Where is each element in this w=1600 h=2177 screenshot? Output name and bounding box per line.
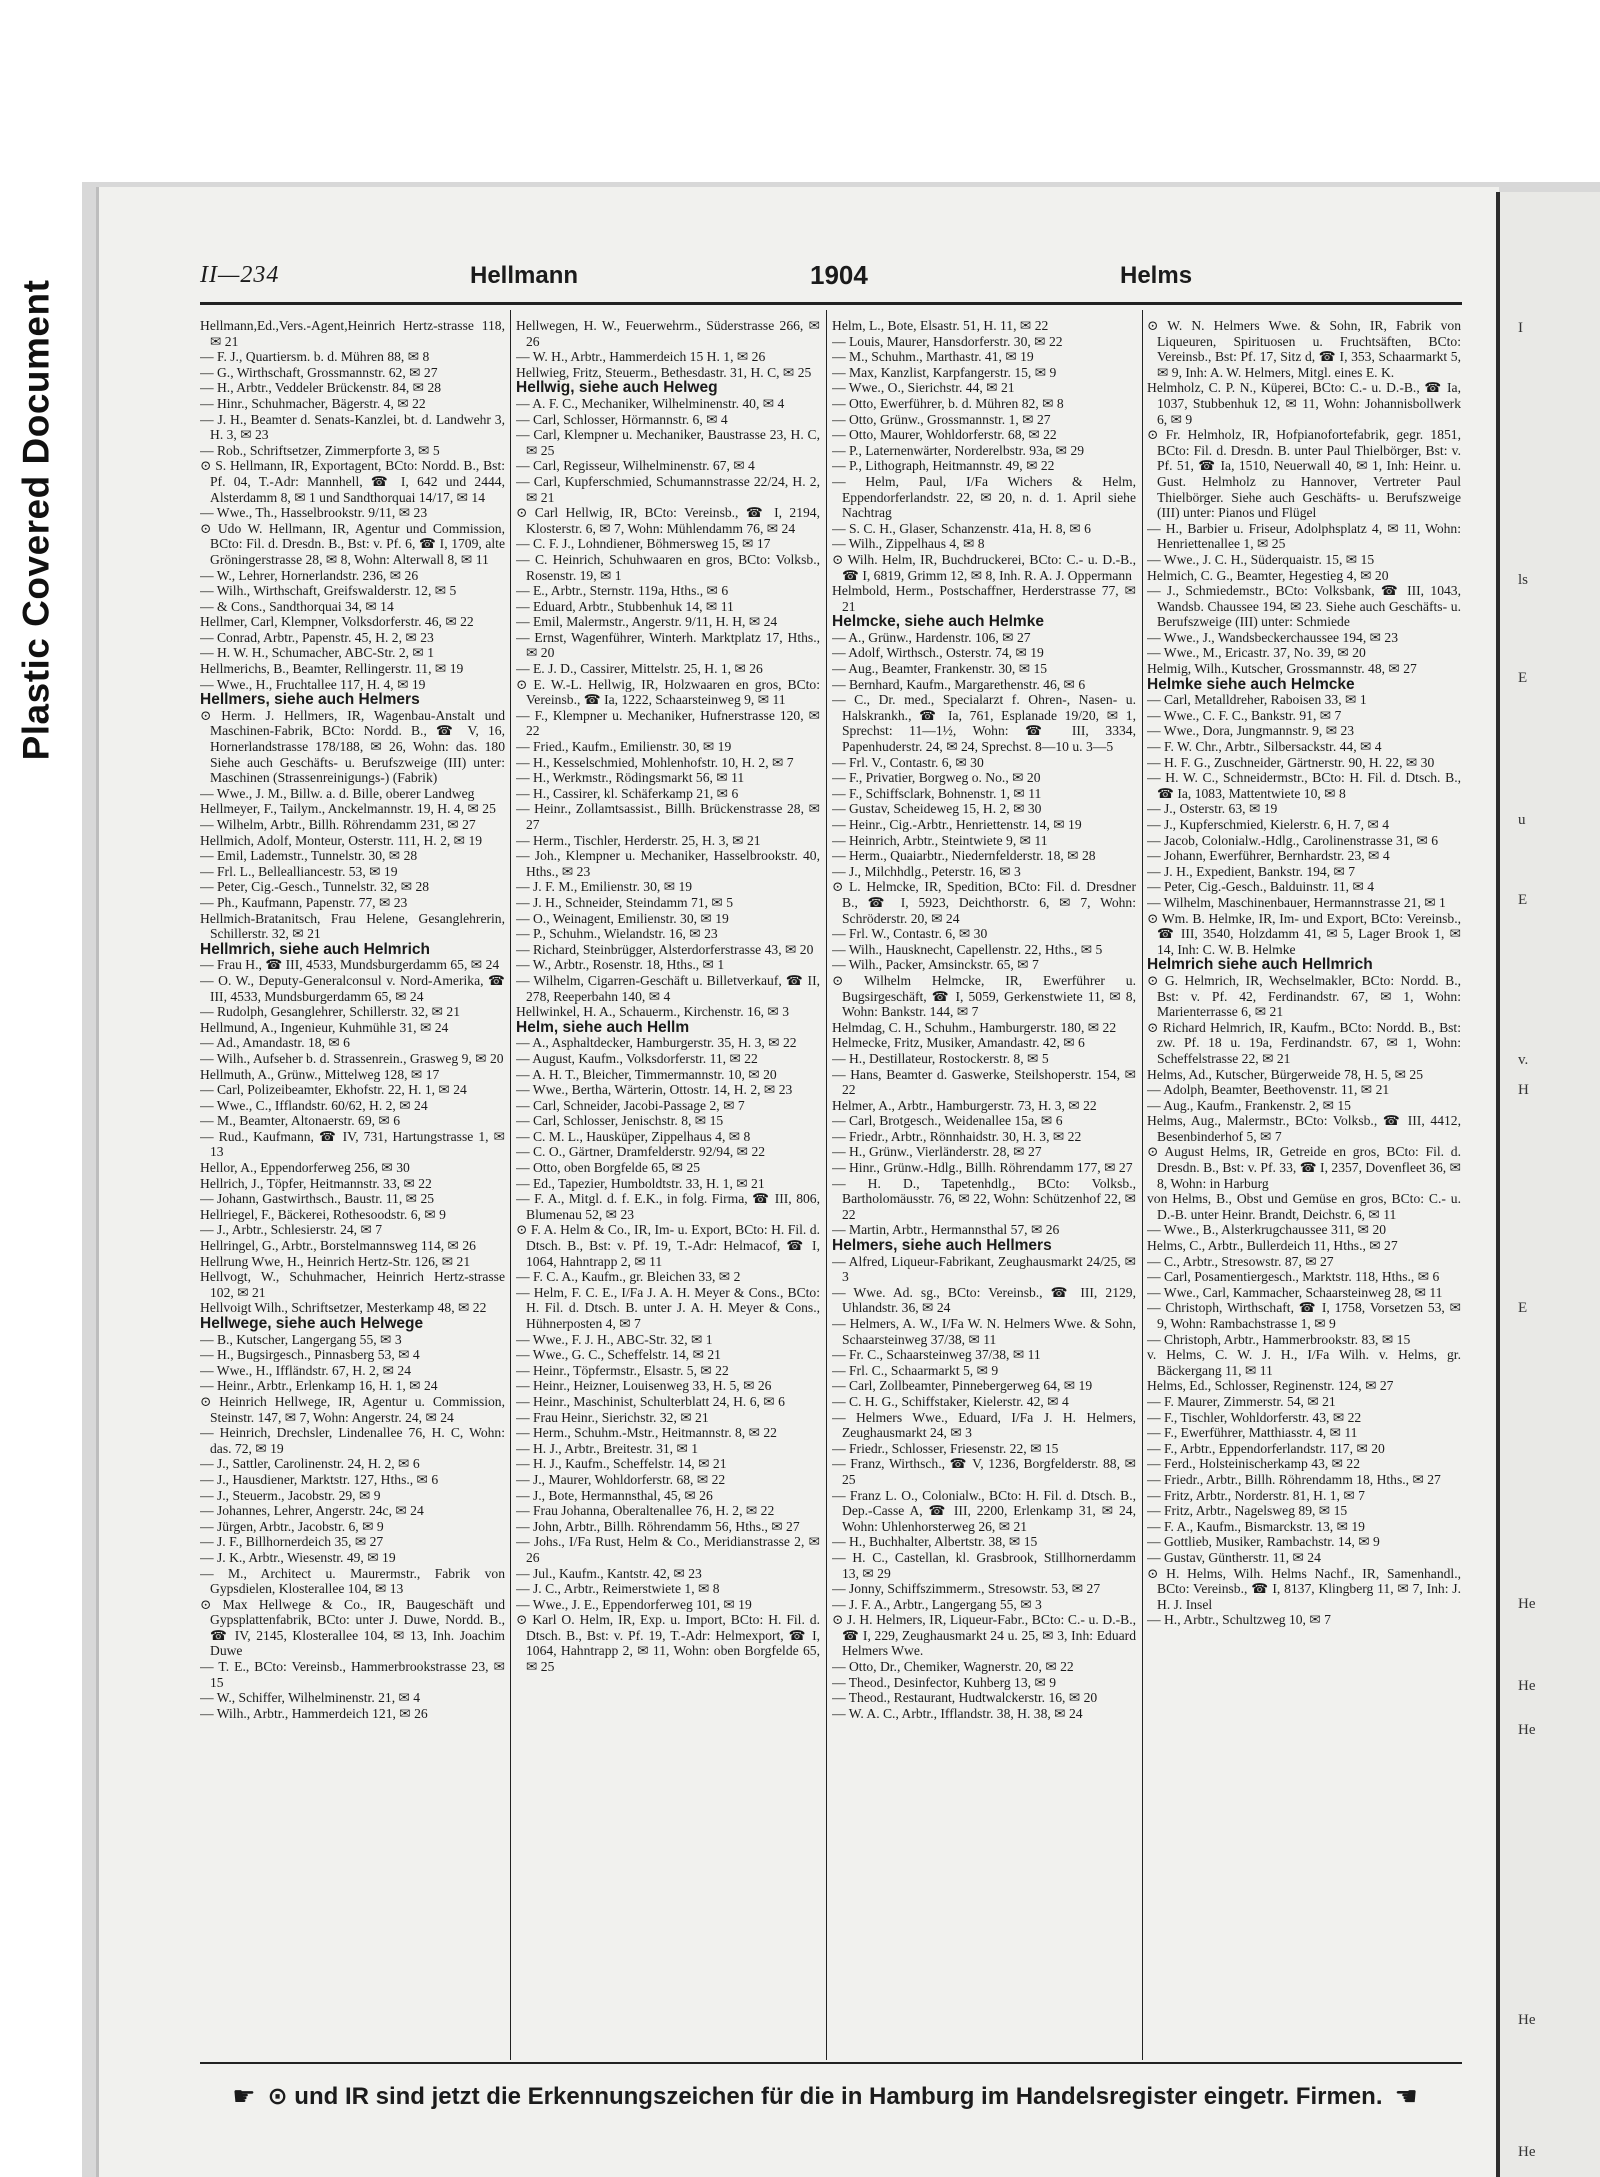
section-heading: Helm, siehe auch Hellm [516,1018,690,1036]
directory-entry: — H., Arbtr., Veddeler Brückenstr. 84, ✉ 28 [200,380,442,396]
directory-entry: — F., Klempner u. Mechaniker, Hufnerstrasse 120, ✉ 22 [516,707,820,739]
directory-entry: — Gustav, Scheideweg 15, H. 2, ✉ 30 [832,801,1042,817]
directory-entry: — Carl, Schlosser, Hörmannstr. 6, ✉ 4 [516,411,728,427]
directory-entry: — Johs., I/Fa Rust, Helm & Co., Meridianstrasse 2, ✉ 26 [516,1534,820,1565]
directory-entry: — H., Destillateur, Rostockerstr. 8, ✉ 5 [832,1050,1049,1066]
directory-entry: — Heinr., Heizner, Louisenweg 33, H. 5, ✉ 26 [516,1378,772,1394]
directory-entry: — Fritz, Arbtr., Norderstr. 81, H. 1, ✉ 7 [1147,1487,1365,1503]
section-heading: Helmrich siehe auch Hellmrich [1147,956,1373,974]
directory-entry: — Carl, Schlosser, Jenischstr. 8, ✉ 15 [516,1113,724,1129]
directory-entry: Hellmich, Adolf, Monteur, Osterstr. 111, H. 2, ✉ 19 [200,832,483,848]
directory-entry: — Wilh., Arbtr., Hammerdeich 121, ✉ 26 [200,1705,428,1721]
directory-entry: — M., Schuhm., Marthastr. 41, ✉ 19 [832,349,1034,365]
directory-entry: Helmig, Wilh., Kutscher, Grossmannstr. 48, ✉ 27 [1147,661,1417,677]
directory-entry: — Wilh., Aufseher b. d. Strassenrein., Grasweg 9, ✉ 20 [200,1050,504,1066]
directory-entry: — H., Kesselschmied, Mohlenhofstr. 10, H. 2, ✉ 7 [516,754,794,770]
directory-entry: — Carl, Polizeibeamter, Ekhofstr. 22, H. 1, ✉ 24 [200,1082,467,1098]
directory-entry: — J., Steuerm., Jacobstr. 29, ✉ 9 [200,1487,381,1503]
directory-entry: ⊙ Wm. B. Helmke, IR, Im- und Export, BCto: Vereinsb., ☎ III, 3540, Holzdamm 41, ✉ 5, Lager Brook 1, ✉ 14, Inh: C. W. B. Helmke [1147,910,1461,957]
directory-entry: — Wilh., Packer, Amsinckstr. 65, ✉ 7 [832,957,1039,973]
directory-entry: — Frl. L., Bellealliancestr. 53, ✉ 19 [200,863,398,879]
directory-entry: — Wwe., H., Fruchtallee 117, H. 4, ✉ 19 [200,676,426,692]
directory-entry: — Gottlieb, Musiker, Rambachstr. 14, ✉ 9 [1147,1534,1380,1550]
directory-entry: — H., Buchhalter, Albertstr. 38, ✉ 15 [832,1534,1038,1550]
directory-entry: Helms, C., Arbtr., Bullerdeich 11, Hths., ✉ 27 [1147,1238,1398,1254]
directory-entry: — Frau H., ☎ III, 4533, Mundsburgerdamm 65, ✉ 24 [200,957,500,973]
directory-entry: — Alfred, Liqueur-Fabrikant, Zeughausmarkt 24/25, ✉ 3 [832,1253,1136,1285]
directory-entry: — Wwe., Carl, Kammacher, Schaarsteinweg 28, ✉ 11 [1147,1284,1443,1300]
directory-entry: — J., Schmiedemstr., BCto: Volksbank, ☎ III, 1043, Wandsb. Chaussee 194, ✉ 23. Siehe auch Geschäfts- u. Berufszweige (III) unter: Schmiede [1147,583,1461,630]
directory-entry: Helmbold, Herm., Postschaffner, Herderstrasse 77, ✉ 21 [832,583,1136,614]
directory-entry: — J. H., Expedient, Bankstr. 194, ✉ 7 [1147,863,1356,879]
directory-entry: — Friedr., Arbtr., Rönnhaidstr. 30, H. 3, ✉ 22 [832,1128,1082,1144]
directory-entry: — Wilhelm, Arbtr., Billh. Röhrendamm 231, ✉ 27 [200,817,476,832]
directory-entry: — M., Architect u. Maurermstr., Fabrik von Gypsdielen, Klosterallee 104, ✉ 13 [200,1565,505,1597]
directory-entry: — Conrad, Arbtr., Papenstr. 45, H. 2, ✉ 23 [200,629,434,645]
directory-entry: Helm, L., Bote, Elsastr. 51, H. 11, ✉ 22 [832,318,1049,333]
header-first-entry: Hellmann [470,262,579,289]
directory-entry: — P., Lithograph, Heitmannstr. 49, ✉ 22 [832,458,1055,474]
directory-entry: Hellwinkel, H. A., Schauerm., Kirchenstr. 16, ✉ 3 [516,1004,790,1020]
directory-entry: — Heinrich, Drechsler, Lindenallee 76, H. C, Wohn: das. 72, ✉ 19 [200,1425,505,1456]
directory-entry: — Wwe., Th., Hasselbrookstr. 9/11, ✉ 23 [200,505,428,521]
directory-entry: ⊙ Carl Hellwig, IR, BCto: Vereinsb., ☎ I, 2194, Klosterstr. 6, ✉ 7, Wohn: Mühlendamm 76, ✉ 24 [516,505,820,536]
directory-entry: — Gustav, Güntherstr. 11, ✉ 24 [1147,1549,1321,1565]
directory-entry: — Ed., Tapezier, Humboldtstr. 33, H. 1, ✉ 21 [516,1175,765,1191]
section-heading: Hellmers, siehe auch Helmers [200,691,420,709]
directory-entry: — Wilhelm, Maschinenbauer, Hermannstrasse 21, ✉ 1 [1147,894,1446,910]
directory-entry: — J., Osterstr. 63, ✉ 19 [1147,801,1278,817]
directory-entry: — Wwe., B., Alsterkrugchaussee 311, ✉ 20 [1147,1222,1387,1238]
directory-entry: — F. Maurer, Zimmerstr. 54, ✉ 21 [1147,1393,1336,1409]
directory-entry: von Helms, B., Obst und Gemüse en gros, BCto: C.- u. D.-B. unter Heinr. Brandt, Deichstr. 6, ✉ 11 [1147,1191,1461,1222]
directory-entry: — F., Arbtr., Eppendorferlandstr. 117, ✉ 20 [1147,1440,1385,1456]
directory-entry: Helmholz, C. P. N., Küperei, BCto: C.- u. D.-B., ☎ Ia, 1037, Stubbenhuk 12, ✉ 11, Wohn: Johannisbollwerk 6, ✉ 9 [1147,380,1461,427]
section-heading: Hellwege, siehe auch Helwege [200,1315,424,1332]
directory-entry: — O., Weinagent, Emilienstr. 30, ✉ 19 [516,910,729,926]
page-number: II—234 [200,262,280,288]
directory-entry: — Frau Heinr., Sierichstr. 32, ✉ 21 [516,1409,709,1425]
directory-entry: — Friedr., Arbtr., Billh. Röhrendamm 18, Hths., ✉ 27 [1147,1471,1441,1487]
directory-entry: — Carl, Zollbeamter, Pinnebergerweg 64, ✉ 19 [832,1378,1093,1394]
directory-entry: — J. F. M., Emilienstr. 30, ✉ 19 [516,879,693,895]
directory-entry: — Max, Kanzlist, Karpfangerstr. 15, ✉ 9 [832,364,1057,380]
directory-entry: — Otto, oben Borgfelde 65, ✉ 25 [516,1160,701,1176]
edge-fragment: u [1518,812,1526,828]
directory-entry: — Johannes, Lehrer, Angerstr. 24c, ✉ 24 [200,1503,424,1519]
directory-entry: — Carl, Kupferschmied, Schumannstrasse 22/24, H. 2, ✉ 21 [516,473,820,505]
directory-entry: — H. W. H., Schumacher, ABC-Str. 2, ✉ 1 [200,645,435,661]
directory-column-3 [832,318,1136,2052]
directory-entry: — C. M. L., Hausküper, Zippelhaus 4, ✉ 8 [516,1128,751,1144]
directory-entry: — J. H., Beamter d. Senats-Kanzlei, bt. d. Landwehr 3, H. 3, ✉ 23 [200,411,505,443]
directory-entry: — Franz, Wirthsch., ☎ V, 1236, Borgfelderstr. 88, ✉ 25 [832,1456,1136,1487]
side-label [2,255,70,785]
section-heading: Helmke siehe auch Helmcke [1147,675,1355,693]
edge-fragment: He [1518,2012,1536,2028]
directory-entry: — Christoph, Arbtr., Hammerbrookstr. 83, ✉ 15 [1147,1331,1411,1347]
directory-entry: — Theod., Desinfector, Kuhberg 13, ✉ 9 [832,1674,1057,1690]
directory-entry: — Joh., Klempner u. Mechaniker, Hasselbrookstr. 40, Hths., ✉ 23 [516,848,820,879]
directory-entry: — Frl. C., Schaarmarkt 5, ✉ 9 [832,1362,999,1378]
directory-entry: — Wwe. Ad. sg., BCto: Vereinsb., ☎ III, 2129, Uhlandstr. 36, ✉ 24 [832,1284,1136,1316]
directory-entry: Helmer, A., Arbtr., Hamburgerstr. 73, H. 3, ✉ 22 [832,1097,1097,1113]
next-page-edge [1496,192,1600,2177]
directory-entry: — Heinr., Zollamtsassist., Billh. Brückenstrasse 28, ✉ 27 [516,801,820,832]
directory-entry: ⊙ Udo W. Hellmann, IR, Agentur und Commission, BCto: Fil. d. Dresdn. B., Bst: v. Pf. 6, ☎ I, 1709, alte Gröningerstrasse 28, ✉ 8, Wohn: Alterwall 8, ✉ 11 [200,520,505,567]
directory-entry: — P., Laternenwärter, Norderelbstr. 93a, ✉ 29 [832,442,1085,458]
directory-entry: ⊙ Herm. J. Hellmers, IR, Wagenbau-Anstalt und Maschinen-Fabrik, BCto: Nordd. B., ☎ V, 16, Hornerlandstrasse 178/188, ✉ 26, Wohn: das. 180 Siehe auch Geschäfts- u. Berufszweige (III) unter: Maschinen (Strassenreinigungs-) (Fabrik) [200,707,505,786]
column-divider [826,310,827,2060]
directory-entry: Hellmuth, A., Grünw., Mittelweg 128, ✉ 17 [200,1066,440,1082]
directory-entry: — E. J. D., Cassirer, Mittelstr. 25, H. 1, ✉ 26 [516,661,763,677]
directory-entry: — A. F. C., Mechaniker, Wilhelminenstr. 40, ✉ 4 [516,395,785,411]
directory-entry: — Fried., Kaufm., Emilienstr. 30, ✉ 19 [516,739,732,755]
directory-entry: — Otto, Dr., Chemiker, Wagnerstr. 20, ✉ 22 [832,1659,1074,1675]
directory-entry: — Ad., Amandastr. 18, ✉ 6 [200,1035,350,1051]
header-last-entry: Helms [1120,262,1193,289]
directory-entry: — Heinr., Cig.-Arbtr., Henriettenstr. 14, ✉ 19 [832,817,1082,832]
directory-entry: — Rob., Schriftsetzer, Zimmerpforte 3, ✉ 5 [200,442,440,458]
directory-entry: Hellor, A., Eppendorferweg 256, ✉ 30 [200,1160,410,1176]
directory-entry: ⊙ L. Helmcke, IR, Spedition, BCto: Fil. d. Dresdner B., ☎ I, 5923, Deichthorstr. 6, ✉ 7, Wohn: Schröderstr. 20, ✉ 24 [832,879,1136,926]
header-rule [200,302,1462,305]
directory-entry: — Helm, F. C. E., I/Fa J. A. H. Meyer & Cons., BCto: H. Fil. d. Dtsch. B. unter J. A. H. Meyer & Cons., Hühnerposten 4, ✉ 7 [516,1284,820,1331]
directory-entry: — H., Cassirer, kl. Schäferkamp 21, ✉ 6 [516,785,739,801]
directory-entry: — C. O., Gärtner, Dramfelderstr. 92/94, ✉ 22 [516,1144,766,1160]
directory-entry: — S. C. H., Glaser, Schanzenstr. 41a, H. 8, ✉ 6 [832,520,1091,536]
directory-entry: — Bernhard, Kaufm., Margarethenstr. 46, ✉ 6 [832,676,1086,692]
header-year: 1904 [810,260,868,290]
directory-entry: — H. J., Kaufm., Scheffelstr. 14, ✉ 21 [516,1456,727,1472]
page-footer [205,2076,1445,2116]
directory-entry: Helms, Ed., Schlosser, Reginenstr. 124, ✉ 27 [1147,1378,1394,1394]
directory-entry: — H., Grünw., Vierländerstr. 28, ✉ 27 [832,1144,1042,1160]
page-header [200,262,1460,296]
directory-entry: — Ferd., Holsteinischerkamp 43, ✉ 22 [1147,1456,1360,1472]
directory-entry: — Christoph, Wirthschaft, ☎ I, 1758, Vorsetzen 53, ✉ 9, Wohn: Rambachstrasse 1, ✉ 9 [1147,1300,1461,1331]
directory-entry: Hellrich, J., Töpfer, Heitmannstr. 33, ✉ 22 [200,1175,432,1191]
directory-entry: — H. C., Castellan, kl. Grasbrook, Stillhornerdamm 13, ✉ 29 [832,1549,1136,1581]
section-heading: Hellwig, siehe auch Helweg [516,379,718,397]
directory-entry: — H., Barbier u. Friseur, Adolphsplatz 4, ✉ 11, Wohn: Henriettenallee 1, ✉ 25 [1147,520,1461,552]
directory-entry: — Wilh., Hausknecht, Capellenstr. 22, Hths., ✉ 5 [832,941,1103,957]
directory-entry: — W., Arbtr., Rosenstr. 18, Hths., ✉ 1 [516,957,725,973]
directory-entry: — J. F., Billhornerdeich 35, ✉ 27 [200,1534,384,1550]
directory-entry: — Wwe., J. E., Eppendorferweg 101, ✉ 19 [516,1596,752,1612]
directory-entry: ⊙ Heinrich Hellwege, IR, Agentur u. Commission, Steinstr. 147, ✉ 7, Wohn: Angerstr. 24, ✉ 24 [200,1393,505,1425]
directory-entry: — Frau Johanna, Oberaltenallee 76, H. 2, ✉ 22 [516,1503,775,1519]
directory-entry: Hellmerichs, B., Beamter, Rellingerstr. 11, ✉ 19 [200,661,464,677]
directory-entry: — Fr. C., Schaarsteinweg 37/38, ✉ 11 [832,1347,1041,1363]
directory-entry: ⊙ J. H. Helmers, IR, Liqueur-Fabr., BCto: C.- u. D.-B., ☎ I, 229, Zeughausmarkt 24 u. 25, ✉ 3, Inh: Eduard Helmers Wwe. [832,1612,1136,1659]
directory-entry: — F., Privatier, Borgweg o. No., ✉ 20 [832,770,1041,786]
directory-entry: — Wwe., O., Sierichstr. 44, ✉ 21 [832,380,1015,396]
directory-entry: — H., Bugsirgesch., Pinnasberg 53, ✉ 4 [200,1347,420,1363]
directory-entry: — J., Milchhdlg., Peterstr. 16, ✉ 3 [832,863,1021,879]
directory-entry: ⊙ H. Helms, Wilh. Helms Nachf., IR, Samenhandl., BCto: Vereinsb., ☎ I, 8137, Klingberg 11, ✉ 7, Inh: J. H. J. Insel [1147,1565,1461,1612]
directory-entry: — Carl, Klempner u. Mechaniker, Baustrasse 23, H. C, ✉ 25 [516,427,820,458]
directory-entry: — A. H. T., Bleicher, Timmermannstr. 10, ✉ 20 [516,1066,777,1082]
directory-entry: — J., Sattler, Carolinenstr. 24, H. 2, ✉ 6 [200,1456,420,1472]
directory-entry: Hellwegen, H. W., Feuerwehrm., Süderstrasse 266, ✉ 26 [516,318,820,349]
directory-entry: Hellringel, G., Arbtr., Borstelmannsweg 114, ✉ 26 [200,1238,476,1254]
column-divider [1142,310,1143,2060]
directory-entry: ⊙ W. N. Helmers Wwe. & Sohn, IR, Fabrik von Liqueuren, Spirituosen u. Fruchtsäften, BCto: Vereinsb., Bst: Pf. 17, Sitz d, ☎ I, 353, Schaarmarkt 5, ✉ 9, Inh: A. W. Helmers, Mitgl. eines E. K. [1147,318,1461,380]
directory-entry: — Herm., Quaiarbtr., Niedernfelderstr. 18, ✉ 28 [832,848,1096,864]
directory-entry: — Wwe., Bertha, Wärterin, Ottostr. 14, H. 2, ✉ 23 [516,1082,793,1098]
directory-entry: — Adolph, Beamter, Beethovenstr. 11, ✉ 21 [1147,1082,1390,1098]
directory-entry: — A., Grünw., Hardenstr. 106, ✉ 27 [832,629,1031,645]
directory-entry: — Carl, Regisseur, Wilhelminenstr. 67, ✉ 4 [516,458,755,474]
directory-entry: — Emil, Lademstr., Tunnelstr. 30, ✉ 28 [200,848,418,864]
directory-entry: — E., Arbtr., Sternstr. 119a, Hths., ✉ 6 [516,583,729,599]
directory-entry: — Wwe., Dora, Jungmannstr. 9, ✉ 23 [1147,723,1355,739]
directory-entry: — B., Kutscher, Langergang 55, ✉ 3 [200,1331,402,1347]
directory-entry: — John, Arbtr., Billh. Röhrendamm 56, Hths., ✉ 27 [516,1518,800,1534]
directory-entry: — Wwe., C., Ifflandstr. 60/62, H. 2, ✉ 24 [200,1097,428,1113]
directory-entry: — Wilhelm, Cigarren-Geschäft u. Billetverkauf, ☎ II, 278, Reeperbahn 140, ✉ 4 [516,972,820,1004]
directory-entry: — Heinr., Töpfermstr., Elsastr. 5, ✉ 22 [516,1362,729,1378]
edge-fragment: He [1518,1596,1536,1612]
directory-entry: — J., Kupferschmied, Kielerstr. 6, H. 7, ✉ 4 [1147,817,1390,832]
directory-entry: ⊙ Wilh. Helm, IR, Buchdruckerei, BCto: C.- u. D.-B., ☎ I, 6819, Grimm 12, ✉ 8, Inh. R. A. J. Oppermann [832,551,1136,583]
directory-entry: — Frl. V., Contastr. 6, ✉ 30 [832,754,984,770]
directory-column-1 [200,318,505,2052]
pointing-hand-icon: ☚ [1394,2080,1418,2111]
directory-entry: — Herm., Tischler, Herderstr. 25, H. 3, ✉ 21 [516,832,761,848]
directory-entry: — J., Maurer, Wohldorferstr. 68, ✉ 22 [516,1471,726,1487]
directory-entry: — Friedr., Schlosser, Friesenstr. 22, ✉ 15 [832,1440,1059,1456]
directory-entry: — W., Lehrer, Hornerlandstr. 236, ✉ 26 [200,567,419,583]
directory-entry: — Jul., Kaufm., Kantstr. 42, ✉ 23 [516,1565,702,1581]
directory-entry: — C., Arbtr., Stresowstr. 87, ✉ 27 [1147,1253,1334,1269]
directory-entry: — J., Bote, Hermannsthal, 45, ✉ 26 [516,1487,713,1503]
directory-entry: — Fritz, Arbtr., Nagelsweg 89, ✉ 15 [1147,1503,1348,1519]
edge-fragment: I [1518,320,1523,336]
directory-entry: — W. H., Arbtr., Hammerdeich 15 H. 1, ✉ 26 [516,349,766,365]
directory-entry: Hellriegel, F., Bäckerei, Rothesoodstr. 6, ✉ 9 [200,1206,446,1222]
directory-entry: — Hinr., Schuhmacher, Bägerstr. 4, ✉ 22 [200,395,426,411]
directory-entry: — Wwe., J. M., Billw. a. d. Bille, oberer Landweg [200,785,475,801]
directory-entry: ⊙ Richard Helmrich, IR, Kaufm., BCto: Nordd. B., Bst: zw. Pf. 18 u. 19a, Ferdinandstr. 67, ✉ 1, Wohn: Scheffelstrasse 22, ✉ 21 [1147,1019,1461,1066]
directory-entry: — Hinr., Grünw.-Hdlg., Billh. Röhrendamm 177, ✉ 27 [832,1160,1133,1176]
directory-entry: — C. Heinrich, Schuhwaaren en gros, BCto: Volksb., Rosenstr. 19, ✉ 1 [516,551,820,583]
directory-entry: Hellrung Wwe, H., Heinrich Hertz-Str. 126, ✉ 21 [200,1253,471,1269]
directory-entry: — Wwe., C. F. C., Bankstr. 91, ✉ 7 [1147,707,1342,723]
directory-entry: — J., Hausdiener, Marktstr. 127, Hths., ✉ 6 [200,1471,439,1487]
directory-entry: — Jürgen, Arbtr., Jacobstr. 6, ✉ 9 [200,1518,384,1534]
directory-entry: ⊙ Karl O. Helm, IR, Exp. u. Import, BCto: H. Fil. d. Dtsch. B., Bst: v. Pf. 19, T.-Adr: Helmexport, ☎ I, 1064, Hahntrapp 2, ✉ 11, Wohn: oben Borgfelde 65, ✉ 25 [516,1612,820,1675]
directory-entry: — Carl, Brotgesch., Weidenallee 15a, ✉ 6 [832,1113,1063,1129]
directory-entry: — F. A., Mitgl. d. f. E.K., in folg. Firma, ☎ III, 806, Blumenau 52, ✉ 23 [516,1191,820,1222]
directory-entry: — Frl. W., Contastr. 6, ✉ 30 [832,926,988,942]
directory-entry: — Peter, Cig.-Gesch., Tunnelstr. 32, ✉ 28 [200,879,430,895]
directory-entry: ⊙ S. Hellmann, IR, Exportagent, BCto: Nordd. B., Bst: Pf. 04, T.-Adr: Mannhell, ☎ I, 642 und 2444, Alsterdamm 8, ✉ 1 und Sandthorquai 14/17, ✉ 14 [200,458,505,505]
directory-entry: Hellmeyer, F., Tailym., Anckelmannstr. 19, H. 4, ✉ 25 [200,801,496,817]
directory-entry: — H. D., Tapetenhdlg., BCto: Volksb., Bartholomäusstr. 76, ✉ 22, Wohn: Schützenhof 22, ✉ 22 [832,1175,1136,1222]
directory-entry: — J. C., Arbtr., Reimerstwiete 1, ✉ 8 [516,1581,720,1597]
directory-entry: — C., Dr. med., Specialarzt f. Ohren-, Nasen- u. Halskrankh., ☎ Ia, 761, Esplanade 19/20, ✉ 1, Sprechst: 11—1½, Wohn: ☎ III, 3334, Papenhuderstr. 24, ✉ 24, Sprechst. 8—10 u. 3—5 [832,692,1136,755]
directory-entry: — Wilh., Wirthschaft, Greifswalderstr. 12, ✉ 5 [200,583,457,599]
directory-entry: — W. A. C., Arbtr., Ifflandstr. 38, H. 38, ✉ 24 [832,1705,1083,1721]
edge-fragment: E [1518,1300,1528,1316]
directory-entry: — Johann, Gastwirthsch., Baustr. 11, ✉ 25 [200,1191,435,1207]
directory-entry: — Emil, Malermstr., Angerstr. 9/11, H. H, ✉ 24 [516,614,778,630]
directory-entry: ⊙ E. W.-L. Hellwig, IR, Holzwaaren en gros, BCto: Vereinsb., ☎ Ia, 1222, Schaarsteinweg 9, ✉ 11 [516,676,820,708]
directory-entry: — H., Arbtr., Schultzweg 10, ✉ 7 [1147,1612,1331,1628]
pointing-hand-icon: ☛ [232,2080,256,2111]
directory-entry: — O. W., Deputy-Generalconsul v. Nord-Amerika, ☎ III, 4533, Mundsburgerdamm 65, ✉ 24 [200,972,505,1004]
footer-rule [200,2062,1462,2064]
directory-entry: — Eduard, Arbtr., Stubbenhuk 14, ✉ 11 [516,598,734,614]
directory-entry: — Helmers, A. W., I/Fa W. N. Helmers Wwe. & Sohn, Schaarsteinweg 37/38, ✉ 11 [832,1316,1136,1347]
directory-entry: — Wilh., Zippelhaus 4, ✉ 8 [832,536,985,552]
directory-entry: — Wwe., M., Ericastr. 37, No. 39, ✉ 20 [1147,645,1366,661]
directory-entry: Hellmund, A., Ingenieur, Kuhmühle 31, ✉ 24 [200,1019,449,1035]
directory-entry: — Heinr., Arbtr., Erlenkamp 16, H. 1, ✉ 24 [200,1378,438,1394]
directory-entry: — Wwe., F. J. H., ABC-Str. 32, ✉ 1 [516,1331,713,1347]
directory-entry: ⊙ Wilhelm Helmcke, IR, Ewerführer u. Bugsirgeschäft, ☎ I, 5059, Gerkenstwiete 11, ✉ 8, Wohn: Bankstr. 144, ✉ 7 [832,972,1136,1020]
directory-entry: — Otto, Ewerführer, b. d. Mühren 82, ✉ 8 [832,395,1064,411]
directory-entry: ⊙ August Helms, IR, Getreide en gros, BCto: Fil. d. Dresdn. B., Bst: v. Pf. 33, ☎ I, 2357, Dovenfleet 36, ✉ 8, Wohn: in Harburg [1147,1144,1461,1191]
directory-entry: Hellwieg, Fritz, Steuerm., Bethesdastr. 31, H. C, ✉ 25 [516,364,812,380]
directory-column-4 [1147,318,1461,2052]
section-heading: Helmcke, siehe auch Helmke [832,613,1044,631]
directory-entry: — W., Schiffer, Wilhelminenstr. 21, ✉ 4 [200,1690,421,1706]
directory-entry: — & Cons., Sandthorquai 34, ✉ 14 [200,598,394,614]
directory-entry: — A., Asphaltdecker, Hamburgerstr. 35, H. 3, ✉ 22 [516,1035,797,1051]
directory-entry: — Rud., Kaufmann, ☎ IV, 731, Hartungstrasse 1, ✉ 13 [200,1128,505,1160]
directory-entry: — Wwe., J. C. H., Süderquaistr. 15, ✉ 15 [1147,551,1375,567]
directory-entry: — Helmers Wwe., Eduard, I/Fa J. H. Helmers, Zeughausmarkt 24, ✉ 3 [832,1409,1136,1441]
directory-entry: Hellmer, Carl, Klempner, Volksdorferstr. 46, ✉ 22 [200,614,474,630]
directory-entry: — Adolf, Wirthsch., Osterstr. 74, ✉ 19 [832,645,1044,661]
directory-entry: — Hans, Beamter d. Gaswerke, Steilshoperstr. 154, ✉ 22 [832,1066,1136,1098]
directory-entry: v. Helms, C. W. J. H., I/Fa Wilh. v. Helms, gr. Bäckergang 11, ✉ 11 [1147,1347,1461,1378]
directory-entry: ⊙ F. A. Helm & Co., IR, Im- u. Export, BCto: H. Fil. d. Dtsch. B., Bst: v. Pf. 19, T.-Adr: Helmacof, ☎ I, 1064, Hahntrapp 2, ✉ 11 [516,1222,820,1269]
section-heading: Helmers, siehe auch Hellmers [832,1237,1052,1255]
directory-entry: Hellvogt, W., Schuhmacher, Heinrich Hertz-strasse 102, ✉ 21 [200,1269,505,1300]
directory-entry: — Franz L. O., Colonialw., BCto: H. Fil. d. Dtsch. B., Dep.-Casse A, ☎ III, 2200, Erlenkamp 31, ✉ 24, Wohn: Uhlenhorsterweg 26, ✉ 21 [832,1487,1136,1534]
directory-entry: — Wwe., H., Iffländstr. 67, H. 2, ✉ 24 [200,1362,411,1378]
directory-entry: — Herm., Schuhm.-Mstr., Heitmannstr. 8, ✉ 22 [516,1425,777,1441]
directory-entry: — Carl, Posamentiergesch., Marktstr. 118, Hths., ✉ 6 [1147,1269,1440,1285]
directory-entry: — Theod., Restaurant, Hudtwalckerstr. 16, ✉ 20 [832,1690,1098,1706]
edge-fragment: H [1518,1082,1529,1098]
directory-entry: — Wwe., G. C., Scheffelstr. 14, ✉ 21 [516,1347,721,1363]
directory-entry: — Wwe., J., Wandsbeckerchaussee 194, ✉ 23 [1147,629,1399,645]
directory-entry: Helms, Aug., Malermstr., BCto: Volksb., ☎ III, 4412, Besenbinderhof 5, ✉ 7 [1147,1113,1461,1144]
directory-entry: Helmdag, C. H., Schuhm., Hamburgerstr. 180, ✉ 22 [832,1019,1117,1035]
directory-entry: — F. C. A., Kaufm., gr. Bleichen 33, ✉ 2 [516,1269,741,1285]
directory-entry: Helms, Ad., Kutscher, Bürgerweide 78, H. 5, ✉ 25 [1147,1066,1424,1082]
directory-column-2 [516,318,820,2052]
directory-entry: Helmich, C. G., Beamter, Hegestieg 4, ✉ 20 [1147,567,1389,583]
edge-fragment: E [1518,892,1528,908]
directory-entry: — Otto, Grünw., Grossmannstr. 1, ✉ 27 [832,411,1051,427]
edge-fragment: E [1518,670,1528,686]
directory-entry: Helmecke, Fritz, Musiker, Amandastr. 42, ✉ 6 [832,1035,1085,1051]
section-heading: Hellmrich, siehe auch Helmrich [200,940,431,958]
footer-note: ⊙ und IR sind jetzt die Erkennungszeichen für die in Hamburg im Handelsregister eingetr. Firmen. [267,2082,1383,2110]
directory-entry: — C. F. J., Lohndiener, Böhmersweg 15, ✉ 17 [516,536,771,552]
directory-entry: — H., Werkmstr., Rödingsmarkt 56, ✉ 11 [516,770,745,786]
directory-entry: — M., Beamter, Altonaerstr. 69, ✉ 6 [200,1113,400,1129]
directory-entry: — Rudolph, Gesanglehrer, Schillerstr. 32, ✉ 21 [200,1004,461,1020]
edge-fragment: He [1518,1678,1536,1694]
directory-entry: — Johann, Ewerführer, Bernhardstr. 23, ✉ 4 [1147,848,1390,864]
directory-entry: — Otto, Maurer, Wohldorferstr. 68, ✉ 22 [832,427,1057,443]
directory-entry: — Carl, Schneider, Jacobi-Passage 2, ✉ 7 [516,1097,745,1113]
directory-entry: — Richard, Steinbrügger, Alsterdorferstrasse 43, ✉ 20 [516,941,814,957]
directory-entry: — Jacob, Colonialw.-Hdlg., Carolinenstrasse 31, ✉ 6 [1147,832,1439,848]
directory-entry: — F., Ewerführer, Matthiasstr. 4, ✉ 11 [1147,1425,1358,1441]
directory-entry: — Martin, Arbtr., Hermannsthal 57, ✉ 26 [832,1222,1060,1238]
column-divider [510,310,511,2060]
directory-entry: — H. F. G., Zuschneider, Gärtnerstr. 90, H. 22, ✉ 30 [1147,754,1435,770]
directory-entry: — Aug., Kaufm., Frankenstr. 2, ✉ 15 [1147,1097,1351,1113]
directory-entry: — F., Schiffsclark, Bohnenstr. 1, ✉ 11 [832,785,1042,801]
directory-entry: — P., Schuhm., Wielandstr. 16, ✉ 23 [516,926,718,942]
side-label-text: Plastic Covered Document [15,279,56,761]
directory-entry: — F. A., Kaufm., Bismarckstr. 13, ✉ 19 [1147,1518,1365,1534]
directory-entry: — Ernst, Wagenführer, Winterh. Marktplatz 17, Hths., ✉ 20 [516,629,820,661]
directory-entry: — J. F. A., Arbtr., Langergang 55, ✉ 3 [832,1596,1042,1612]
edge-fragment: ls [1518,572,1529,588]
directory-entry: ⊙ G. Helmrich, IR, Wechselmakler, BCto: Nordd. B., Bst: v. Pf. 42, Ferdinandstr. 67, ✉ 1, Wohn: Marienterrasse 6, ✉ 21 [1147,972,1461,1020]
directory-entry: — Aug., Beamter, Frankenstr. 30, ✉ 15 [832,661,1048,677]
edge-fragment: He [1518,1722,1536,1738]
directory-entry: Hellvoigt Wilh., Schriftsetzer, Mesterkamp 48, ✉ 22 [200,1300,487,1316]
directory-entry: — C. H. G., Schiffstaker, Kielerstr. 42, ✉ 4 [832,1393,1069,1409]
directory-entry: — F. J., Quartiersm. b. d. Mühren 88, ✉ 8 [200,349,430,365]
edge-fragment: v. [1518,1052,1529,1068]
directory-entry: — F., Tischler, Wohldorferstr. 43, ✉ 22 [1147,1409,1362,1425]
directory-entry: — Helm, Paul, I/Fa Wichers & Helm, Eppendorferlandstr. 22, ✉ 20, n. d. 1. April siehe Nachtrag [832,473,1136,521]
directory-entry: — Heinrich, Arbtr., Steintwiete 9, ✉ 11 [832,832,1048,848]
directory-entry: — Jonny, Schiffszimmerm., Stresowstr. 53, ✉ 27 [832,1581,1101,1597]
directory-entry: ⊙ Max Hellwege & Co., IR, Baugeschäft und Gypsplattenfabrik, BCto: unter J. Duwe, Nordd. B., ☎ IV, 2145, Klosterallee 104, ✉ 13, Inh. Joachim Duwe [200,1596,505,1659]
edge-fragment: He [1518,2144,1536,2160]
directory-entry: Hellmann,Ed.,Vers.-Agent,Heinrich Hertz-strasse 118, ✉ 21 [200,318,505,349]
directory-entry: — H. W. C., Schneidermstr., BCto: H. Fil. d. Dtsch. B., ☎ Ia, 1083, Mattentwiete 10, ✉ 8 [1147,770,1461,801]
directory-entry: — G., Wirthschaft, Grossmannstr. 62, ✉ 27 [200,364,438,380]
directory-entry: — Ph., Kaufmann, Papenstr. 77, ✉ 23 [200,894,408,910]
directory-entry: — H. J., Arbtr., Breitestr. 31, ✉ 1 [516,1440,699,1456]
directory-entry: — Peter, Cig.-Gesch., Balduinstr. 11, ✉ 4 [1147,879,1375,895]
directory-entry: Hellmich-Bratanitsch, Frau Helene, Gesanglehrerin, Schillerstr. 32, ✉ 21 [200,910,505,942]
directory-entry: — August, Kaufm., Volksdorferstr. 11, ✉ 22 [516,1050,758,1066]
directory-entry: — Louis, Maurer, Hansdorferstr. 30, ✉ 22 [832,333,1063,349]
directory-entry: — J. H., Schneider, Steindamm 71, ✉ 5 [516,894,733,910]
directory-entry: — Carl, Metalldreher, Raboisen 33, ✉ 1 [1147,692,1367,708]
directory-entry: — Heinr., Maschinist, Schulterblatt 24, H. 6, ✉ 6 [516,1393,785,1409]
directory-entry: — J., Arbtr., Schlesierstr. 24, ✉ 7 [200,1222,383,1238]
directory-entry: — J. K., Arbtr., Wiesenstr. 49, ✉ 19 [200,1549,396,1565]
directory-entry: ⊙ Fr. Helmholz, IR, Hofpianofortefabrik, gegr. 1851, BCto: Fil. d. Dresdn. B. unter Paul Thielbörger, Bst: v. Pf. 51, ☎ Ia, 1510, Neuerwall 40, ✉ 1, Inh: Heinr. u. Gust. Helmholz zu Hannover, Vertreter Paul Thielbörger. Siehe auch Geschäfts- u. Berufszweige (III) unter: Pianos und Flügel [1147,427,1461,521]
directory-entry: — F. W. Chr., Arbtr., Silbersackstr. 44, ✉ 4 [1147,739,1382,755]
directory-entry: — T. E., BCto: Vereinsb., Hammerbrookstrasse 23, ✉ 15 [200,1659,505,1690]
